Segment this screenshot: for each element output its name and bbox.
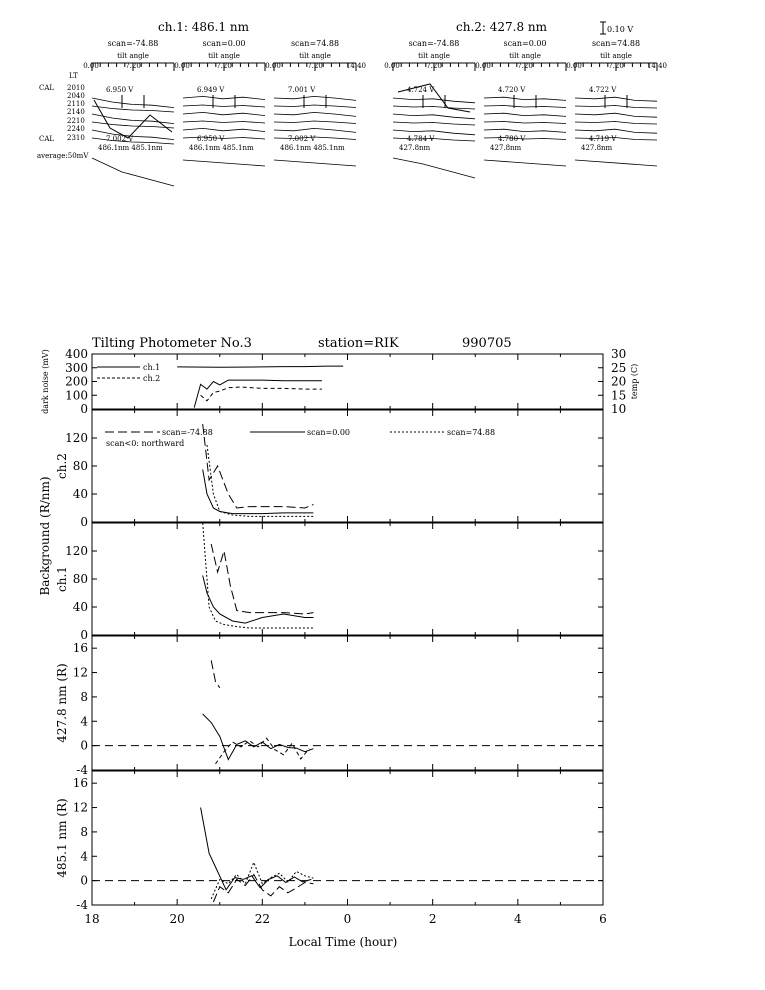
- panel-frame: [92, 771, 603, 905]
- x-tick-label: 18: [84, 912, 100, 926]
- legend-label: scan=0.00: [307, 428, 351, 437]
- y-tick-label: 4: [80, 849, 88, 864]
- lt-row-labels: [67, 84, 85, 142]
- y-tick-label: 80: [72, 459, 88, 473]
- panel-trace: [393, 122, 475, 125]
- x-tick-label: 2: [428, 912, 437, 926]
- panel-trace: [183, 121, 265, 123]
- chart-panel: [55, 771, 607, 926]
- y-tick-label: 0: [80, 628, 88, 642]
- y-tick-label: 40: [72, 487, 88, 501]
- figure-title: Tilting Photometer No.3: [92, 336, 252, 351]
- xlabel: Local Time (hour): [288, 935, 398, 949]
- panel-trace: [484, 106, 566, 108]
- scan-panels-section: [37, 20, 667, 186]
- panel-trace: [484, 113, 566, 116]
- y2-tick-label: 10: [611, 402, 627, 416]
- panel-frame: [92, 410, 603, 522]
- series-line: [203, 470, 314, 514]
- y-tick-label: 300: [65, 360, 88, 375]
- y-tick-label: 8: [80, 824, 88, 839]
- tilt-tick-label: 0.00: [83, 62, 99, 70]
- panel-trace: [274, 121, 356, 124]
- panel-trace: [484, 129, 566, 132]
- scan-label: scan=0.00: [503, 39, 547, 48]
- panel-filter: 427.8nm: [399, 144, 431, 152]
- panel-filter: 486.1nm 485.1nm: [98, 144, 163, 152]
- chart-panel: [55, 410, 603, 529]
- y2-tick-label: 20: [611, 374, 627, 389]
- x-tick-label: 4: [514, 912, 522, 926]
- panel-trace: [183, 105, 265, 107]
- scan-label: scan=74.88: [290, 39, 340, 48]
- y-tick-label: 40: [72, 600, 88, 614]
- average-trace: [575, 160, 657, 166]
- y-tick-label: 8: [80, 689, 88, 704]
- tilt-tick-label: 7.20: [517, 62, 533, 70]
- panel-voltage-bottom: 7.002 V: [106, 135, 134, 143]
- panel-filter: 427.8nm: [490, 144, 522, 152]
- average-label: average:50mV: [37, 152, 89, 160]
- tilt-tick-label: 0.00: [174, 62, 190, 70]
- lt-row-label: 2310: [67, 134, 85, 142]
- panel-trace: [92, 98, 174, 108]
- panel-frame: [92, 636, 603, 770]
- panel-voltage-bottom: 4.784 V: [407, 135, 435, 143]
- background-ylabel: Background (R/nm): [38, 476, 52, 596]
- panel-trace: [274, 128, 356, 132]
- panel-filter: 486.1nm 485.1nm: [280, 144, 345, 152]
- y-tick-label: 16: [72, 641, 88, 656]
- panel-trace: [575, 113, 657, 117]
- station-label: station=RIK: [318, 336, 399, 351]
- legend-label: ch.1: [143, 363, 161, 372]
- y-label: dark noise (mV): [41, 349, 50, 414]
- tilt-label: tilt angle: [509, 52, 541, 60]
- series-line: [207, 445, 313, 516]
- tilt-tick-label: 7.20: [125, 62, 141, 70]
- panel-trace: [183, 112, 265, 115]
- average-trace: [393, 158, 475, 178]
- x-tick-label: 22: [254, 912, 270, 926]
- tilt-label: tilt angle: [117, 52, 149, 60]
- y-label: ch.2: [55, 453, 69, 479]
- series-line: [194, 380, 322, 408]
- chart-panel: [41, 347, 639, 416]
- y-label: 485.1 nm (R): [55, 798, 69, 878]
- lt-row-label: 2010: [67, 84, 85, 92]
- tilt-label: tilt angle: [299, 52, 331, 60]
- series-line: [203, 424, 314, 508]
- x-tick-label: 6: [599, 912, 607, 926]
- average-trace: [484, 160, 566, 166]
- average-trace: [92, 158, 174, 186]
- tilt-label: tilt angle: [208, 52, 240, 60]
- y2-tick-label: 30: [611, 347, 627, 361]
- y-tick-label: 100: [65, 388, 88, 403]
- chart-panel: [55, 523, 603, 642]
- legend-note: scan<0: northward: [106, 439, 185, 448]
- y-tick-label: -4: [76, 898, 88, 912]
- average-trace: [183, 160, 265, 166]
- date-label: 990705: [462, 336, 512, 351]
- series-line: [177, 366, 343, 367]
- tilt-tick-label: 0.00: [566, 62, 582, 70]
- panel-trace: [575, 122, 657, 125]
- y-tick-label: 400: [65, 347, 88, 361]
- legend-label: scan=74.88: [447, 428, 496, 437]
- tilt-tick-label: 14.40: [345, 62, 367, 70]
- stacked-charts: [41, 347, 639, 926]
- y-tick-label: 0: [80, 873, 88, 888]
- ch1-title: ch.1: 486.1 nm: [158, 20, 250, 34]
- panel-frame: [92, 354, 603, 409]
- scan-label: scan=-74.88: [107, 39, 159, 48]
- lt-row-label: 2210: [67, 117, 85, 125]
- panel-trace: [393, 114, 475, 119]
- tilt-tick-label: 7.20: [216, 62, 232, 70]
- panel-filter: 427.8nm: [581, 144, 613, 152]
- panel-trace: [274, 112, 356, 116]
- y2-label: temp (C): [630, 363, 639, 400]
- panel-trace: [183, 128, 265, 131]
- lt-row-label: 2140: [67, 108, 85, 116]
- y-tick-label: 0: [80, 738, 88, 753]
- y-tick-label: 0: [80, 515, 88, 529]
- legend-label: ch.2: [143, 374, 161, 383]
- lt-row-label: 2240: [67, 125, 85, 133]
- x-tick-label: 20: [169, 912, 185, 926]
- series-line: [216, 738, 310, 764]
- panel-trace: [484, 97, 566, 100]
- panel-trace: [92, 122, 174, 128]
- panel-voltage-bottom: 4.719 V: [589, 135, 617, 143]
- panel-excursion: [94, 100, 172, 138]
- y-tick-label: 4: [80, 714, 88, 729]
- panel-trace: [183, 96, 265, 99]
- panel-trace: [92, 106, 174, 112]
- panel-voltage-top: 4.724 V: [407, 86, 435, 94]
- panel-voltage-bottom: 4.780 V: [498, 135, 526, 143]
- tilt-tick-label: 0.00: [384, 62, 400, 70]
- y2-tick-label: 15: [611, 388, 627, 403]
- y-label: ch.1: [55, 566, 69, 592]
- panel-trace: [274, 105, 356, 108]
- y-tick-label: 12: [72, 665, 88, 680]
- series-line: [201, 387, 322, 401]
- panel-trace: [575, 106, 657, 109]
- panel-trace: [575, 129, 657, 133]
- scale-label: 0.10 V: [607, 25, 634, 34]
- panel-trace: [274, 96, 356, 100]
- y2-tick-label: 25: [611, 360, 627, 375]
- tilt-label: tilt angle: [418, 52, 450, 60]
- series-line: [211, 660, 220, 687]
- panel-frame: [92, 523, 603, 635]
- series-line: [211, 544, 313, 614]
- cal-label-top: CAL: [39, 84, 55, 92]
- ch2-title: ch.2: 427.8 nm: [456, 20, 548, 34]
- panel-voltage-top: 6.949 V: [197, 86, 225, 94]
- y-label: 427.8 nm (R): [55, 663, 69, 743]
- panel-trace: [393, 98, 475, 103]
- y-tick-label: 0: [80, 402, 88, 416]
- panel-voltage-top: 7.001 V: [288, 86, 316, 94]
- scan-label: scan=-74.88: [408, 39, 460, 48]
- x-tick-label: 0: [343, 912, 352, 926]
- series-line: [203, 576, 314, 624]
- y-tick-label: 200: [65, 374, 88, 389]
- tilt-tick-label: 7.20: [608, 62, 624, 70]
- tilt-tick-label: 0.00: [265, 62, 281, 70]
- panel-voltage-bottom: 7.002 V: [288, 135, 316, 143]
- legend-label: scan=-74.88: [162, 428, 213, 437]
- y-tick-label: 120: [65, 431, 88, 445]
- lt-label: LT: [69, 72, 78, 80]
- chart-panel: [55, 636, 603, 777]
- average-trace: [274, 160, 356, 166]
- tilt-tick-label: 14.40: [646, 62, 668, 70]
- panel-trace: [575, 97, 657, 101]
- y-tick-label: 80: [72, 572, 88, 586]
- cal-label-bottom: CAL: [39, 135, 55, 143]
- y-tick-label: 120: [65, 544, 88, 558]
- tilt-tick-label: 7.20: [307, 62, 323, 70]
- scan-label: scan=74.88: [591, 39, 641, 48]
- panel-filter: 486.1nm 485.1nm: [189, 144, 254, 152]
- panel-trace: [393, 106, 475, 109]
- panel-voltage-top: 4.720 V: [498, 86, 526, 94]
- lt-row-label: 2110: [67, 100, 85, 108]
- lt-row-label: 2040: [67, 92, 85, 100]
- y-tick-label: -4: [76, 763, 88, 777]
- panel-voltage-bottom: 6.950 V: [197, 135, 225, 143]
- y-tick-label: 16: [72, 776, 88, 791]
- series-line: [213, 875, 313, 903]
- scan-panels: [83, 39, 667, 186]
- panel-trace: [484, 122, 566, 124]
- panel-voltage-top: 6.950 V: [106, 86, 134, 94]
- y-tick-label: 12: [72, 800, 88, 815]
- tilt-tick-label: 7.20: [426, 62, 442, 70]
- tilt-label: tilt angle: [600, 52, 632, 60]
- scan-label: scan=0.00: [202, 39, 246, 48]
- panel-voltage-top: 4.722 V: [589, 86, 617, 94]
- tilt-tick-label: 0.00: [475, 62, 491, 70]
